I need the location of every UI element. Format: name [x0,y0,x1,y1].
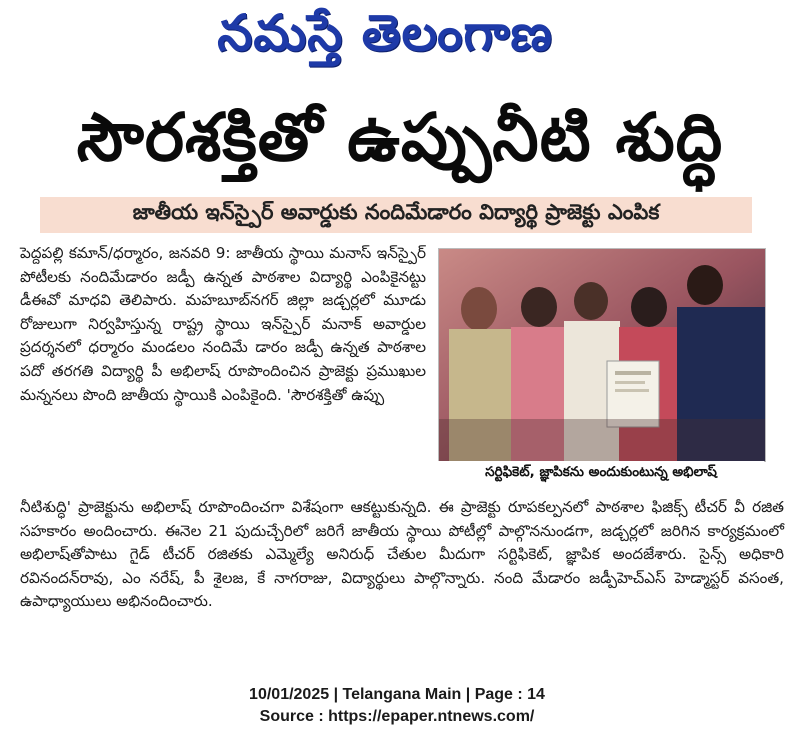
photo-caption-text: సర్టిఫికెట్, జ్ఞాపికను అందుకుంటున్న అభిలాష్ [485,463,717,480]
newspaper-masthead [150,4,620,74]
masthead-title: నమస్తే తెలంగాణ [217,3,553,62]
body-wide-text: నీటిశుద్ధి' ప్రాజెక్టును అభిలాష్ రూపొందించగా విశేషంగా ఆకట్టుకున్నది. ఈ ప్రాజెక్టు రూపకల్పనలో పాఠశాల ఫిజిక్స్ టీచర్ వీ రజిత సహకారం అందించారు. ఈనెల 21 పుదుచ్చేరిలో జరిగే జాతీయ స్థాయి పోటీల్లో పాల్గొననుండగా, జడ్చర్లలో జరిగిన కార్యక్రమంలో అభిలాష్‌తోపాటు గైడ్ టీచర్ రజితకు ఎమ్మెల్యే అనిరుధ్ చేతుల మీదుగా సర్టిఫికెట్, జ్ఞాపిక అందజేశారు. సైన్స్ అధికారి రవినందన్‌రావు, ఎం నరేష్, పీ శైలజ, కే నాగరాజు, విద్యార్థులు పాల్గొన్నారు. నంది మేడారం జడ్పీహెచ్ఎస్ హెడ్మాస్టర్ వసంత, ఉపాధ్యాయులు అభినందించారు. [20,498,784,611]
article-photo [438,248,766,462]
event-photo-image [439,249,765,461]
photo-caption [438,461,764,485]
footer-date-page: 10/01/2025 | Telangana Main | Page : 14 [249,686,545,703]
headline-text: సౌరశక్తితో ఉప్పునీటి శుద్ధి [76,98,724,176]
article-body-wide [20,496,784,614]
article-body-column [20,242,426,407]
body-column-text: పెద్దపల్లి కమాన్/ధర్మారం, జనవరి 9: జాతీయ స్థాయి మనాస్ ఇన్‌స్పైర్ పోటీలకు నందిమేడారం జడ్పీ ఉన్నత పాఠశాల విద్యార్థి ఎంపికైనట్టు డీఈవో మాధవి తెలిపారు. మహబూబ్‌నగర్ జిల్లా జడ్చర్లలో మూడు రోజులుగా నిర్వహిస్తున్న రాష్ట్ర స్థాయి ఇన్‌స్పైర్ మనాక్ అవార్డుల ప్రదర్శనలో ధర్మారం మండలం నందిమే డారం జడ్పీ ఉన్నత పాఠశాల పదో తరగతి విద్యార్థి పీ అభిలాష్ రూపొందించిన ప్రాజెక్టు ప్రముఖుల మన్ననలు పొంది జాతీయ స్థాయికి ఎంపికైంది. 'సౌరశక్తితో ఉప్పు [20,244,426,404]
footer-source: Source : https://epaper.ntnews.com/ [259,708,535,725]
subheadline-text: జాతీయ ఇన్‌స్పైర్ అవార్డుకు నందిమేడారం విద్యార్థి ప్రాజెక్టు ఎంపిక [132,200,660,224]
article-subheadline [40,197,752,233]
article-headline [20,96,780,194]
clipping-footer [0,684,794,728]
